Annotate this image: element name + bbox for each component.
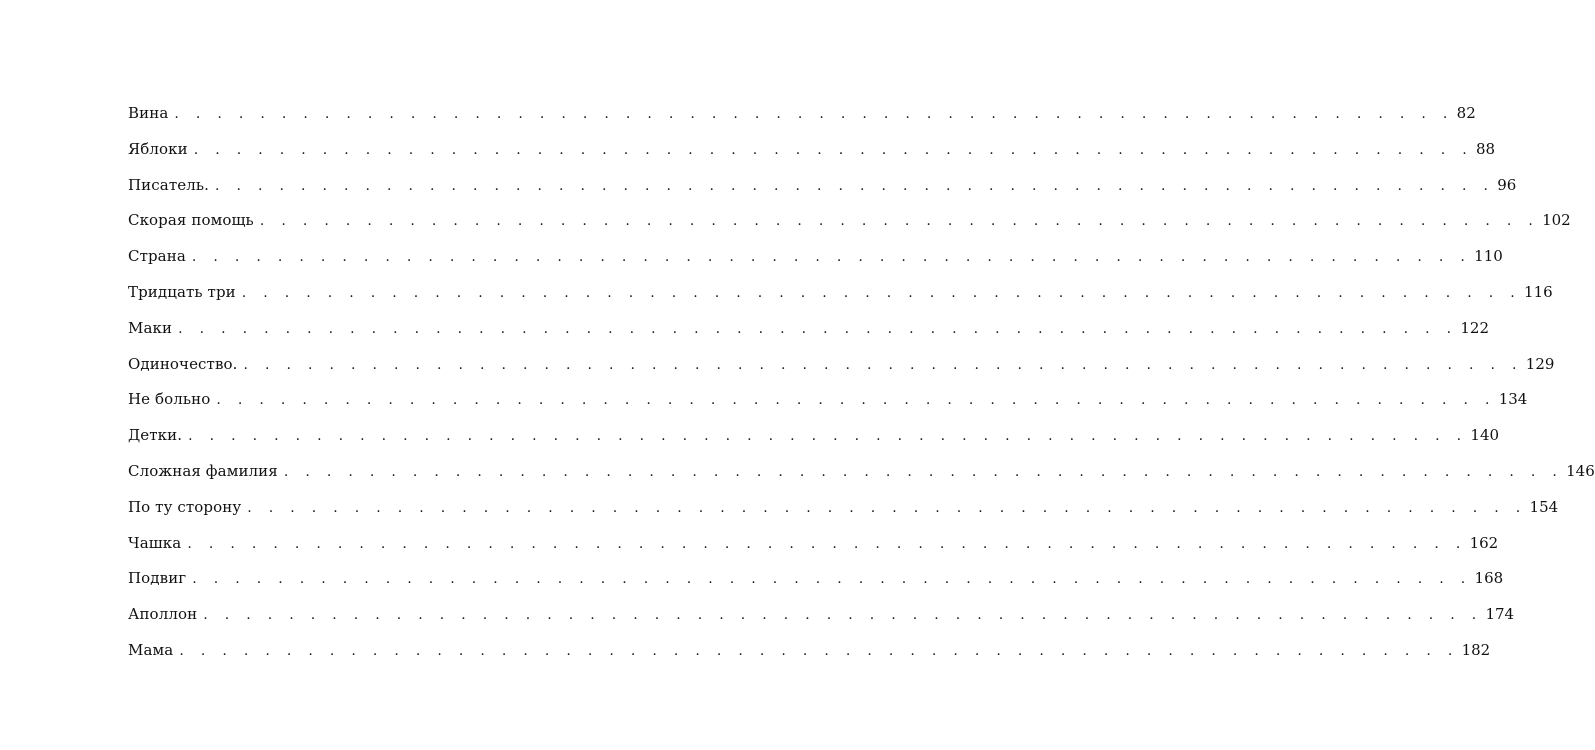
toc-entry — [128, 388, 1528, 424]
dot-leader: . . . . . . . . . . . . . . . . . . . . . . . . . . . . . . . . . . . . . . . . . . . . . . . . . . . . . . . . . . . . — [187, 535, 1467, 552]
toc-entry — [128, 603, 1515, 639]
toc-entry — [128, 424, 1500, 460]
toc-entry-title: Одиночество. — [128, 354, 238, 373]
toc-entry-page: 129 — [1525, 354, 1555, 373]
toc-entry-page: 88 — [1475, 139, 1496, 158]
toc-entry — [128, 567, 1504, 603]
toc-entry — [128, 639, 1491, 675]
dot-leader: . . . . . . . . . . . . . . . . . . . . . . . . . . . . . . . . . . . . . . . . . . . . . . . . . . . . . . . . . . . . — [193, 141, 1473, 158]
toc-entry-title: Скорая помощь — [128, 211, 254, 230]
toc-entry-page: 102 — [1542, 211, 1571, 230]
toc-entry-page: 146 — [1566, 461, 1595, 480]
toc-entry — [128, 102, 1476, 138]
toc-entry-page: 182 — [1461, 640, 1491, 659]
dot-leader: . . . . . . . . . . . . . . . . . . . . . . . . . . . . . . . . . . . . . . . . . . . . . . . . . . . . . . . . . . . . — [243, 356, 1523, 373]
toc-entry — [128, 209, 1571, 245]
toc-entry — [128, 496, 1559, 532]
toc-entry-title: Не больно — [128, 390, 211, 409]
dot-leader: . . . . . . . . . . . . . . . . . . . . . . . . . . . . . . . . . . . . . . . . . . . . . . . . . . . . . . . . . . . . — [216, 392, 1496, 409]
dot-leader: . . . . . . . . . . . . . . . . . . . . . . . . . . . . . . . . . . . . . . . . . . . . . . . . . . . . . . . . . . . . — [192, 571, 1472, 588]
toc-entry-page: 122 — [1460, 318, 1489, 337]
table-of-contents — [128, 102, 1595, 675]
toc-entry-title: Сложная фамилия — [128, 461, 278, 480]
toc-entry-title: Мама — [128, 640, 174, 659]
toc-entry-page: 174 — [1485, 605, 1515, 624]
toc-entry-title: Писатель. — [128, 175, 209, 194]
toc-entry-title: Тридцать три — [128, 282, 236, 301]
toc-entry-title: Чашка — [128, 533, 182, 552]
toc-entry — [128, 138, 1496, 174]
dot-leader: . . . . . . . . . . . . . . . . . . . . . . . . . . . . . . . . . . . . . . . . . . . . . . . . . . . . . . . . . . . . — [191, 249, 1472, 266]
toc-entry-page: 110 — [1474, 247, 1503, 266]
dot-leader: . . . . . . . . . . . . . . . . . . . . . . . . . . . . . . . . . . . . . . . . . . . . . . . . . . . . . . . . . . . . — [179, 642, 1459, 659]
toc-entry-page: 168 — [1474, 569, 1504, 588]
toc-entry-title: Детки. — [128, 426, 183, 445]
dot-leader: . . . . . . . . . . . . . . . . . . . . . . . . . . . . . . . . . . . . . . . . . . . . . . . . . . . . . . . . . . . . — [259, 213, 1540, 230]
dot-leader: . . . . . . . . . . . . . . . . . . . . . . . . . . . . . . . . . . . . . . . . . . . . . . . . . . . . . . . . . . . . — [241, 284, 1522, 301]
toc-entry-title: Вина — [128, 104, 169, 122]
toc-entry — [128, 245, 1503, 281]
dot-leader: . . . . . . . . . . . . . . . . . . . . . . . . . . . . . . . . . . . . . . . . . . . . . . . . . . . . . . . . . . . . — [203, 607, 1483, 624]
dot-leader: . . . . . . . . . . . . . . . . . . . . . . . . . . . . . . . . . . . . . . . . . . . . . . . . . . . . . . . . . . . . — [214, 177, 1495, 194]
toc-entry — [128, 317, 1489, 353]
toc-entry-page: 116 — [1524, 282, 1553, 301]
dot-leader: . . . . . . . . . . . . . . . . . . . . . . . . . . . . . . . . . . . . . . . . . . . . . . . . . . . . . . . . . . . . — [247, 499, 1527, 516]
toc-entry-page: 96 — [1497, 175, 1517, 194]
toc-entry — [128, 460, 1595, 496]
toc-entry — [128, 532, 1499, 568]
toc-entry — [128, 281, 1553, 317]
toc-entry-title: По ту сторону — [128, 497, 242, 516]
toc-entry-page: 134 — [1498, 390, 1528, 409]
toc-entry-page: 82 — [1456, 104, 1476, 122]
dot-leader: . . . . . . . . . . . . . . . . . . . . . . . . . . . . . . . . . . . . . . . . . . . . . . . . . . . . . . . . . . . . — [174, 106, 1454, 122]
toc-entry-title: Маки — [128, 318, 173, 337]
toc-entry-title: Подвиг — [128, 569, 187, 588]
toc-entry — [128, 174, 1517, 210]
toc-entry — [128, 353, 1555, 389]
dot-leader: . . . . . . . . . . . . . . . . . . . . . . . . . . . . . . . . . . . . . . . . . . . . . . . . . . . . . . . . . . . . — [178, 320, 1458, 337]
toc-entry-title: Аполлон — [128, 605, 198, 624]
toc-entry-page: 154 — [1529, 497, 1559, 516]
toc-entry-title: Страна — [128, 247, 186, 266]
dot-leader: . . . . . . . . . . . . . . . . . . . . . . . . . . . . . . . . . . . . . . . . . . . . . . . . . . . . . . . . . . . . — [283, 463, 1564, 480]
toc-entry-page: 140 — [1470, 426, 1500, 445]
dot-leader: . . . . . . . . . . . . . . . . . . . . . . . . . . . . . . . . . . . . . . . . . . . . . . . . . . . . . . . . . . . . — [188, 428, 1468, 445]
toc-entry-title: Яблоки — [128, 139, 188, 158]
toc-entry-page: 162 — [1469, 533, 1499, 552]
